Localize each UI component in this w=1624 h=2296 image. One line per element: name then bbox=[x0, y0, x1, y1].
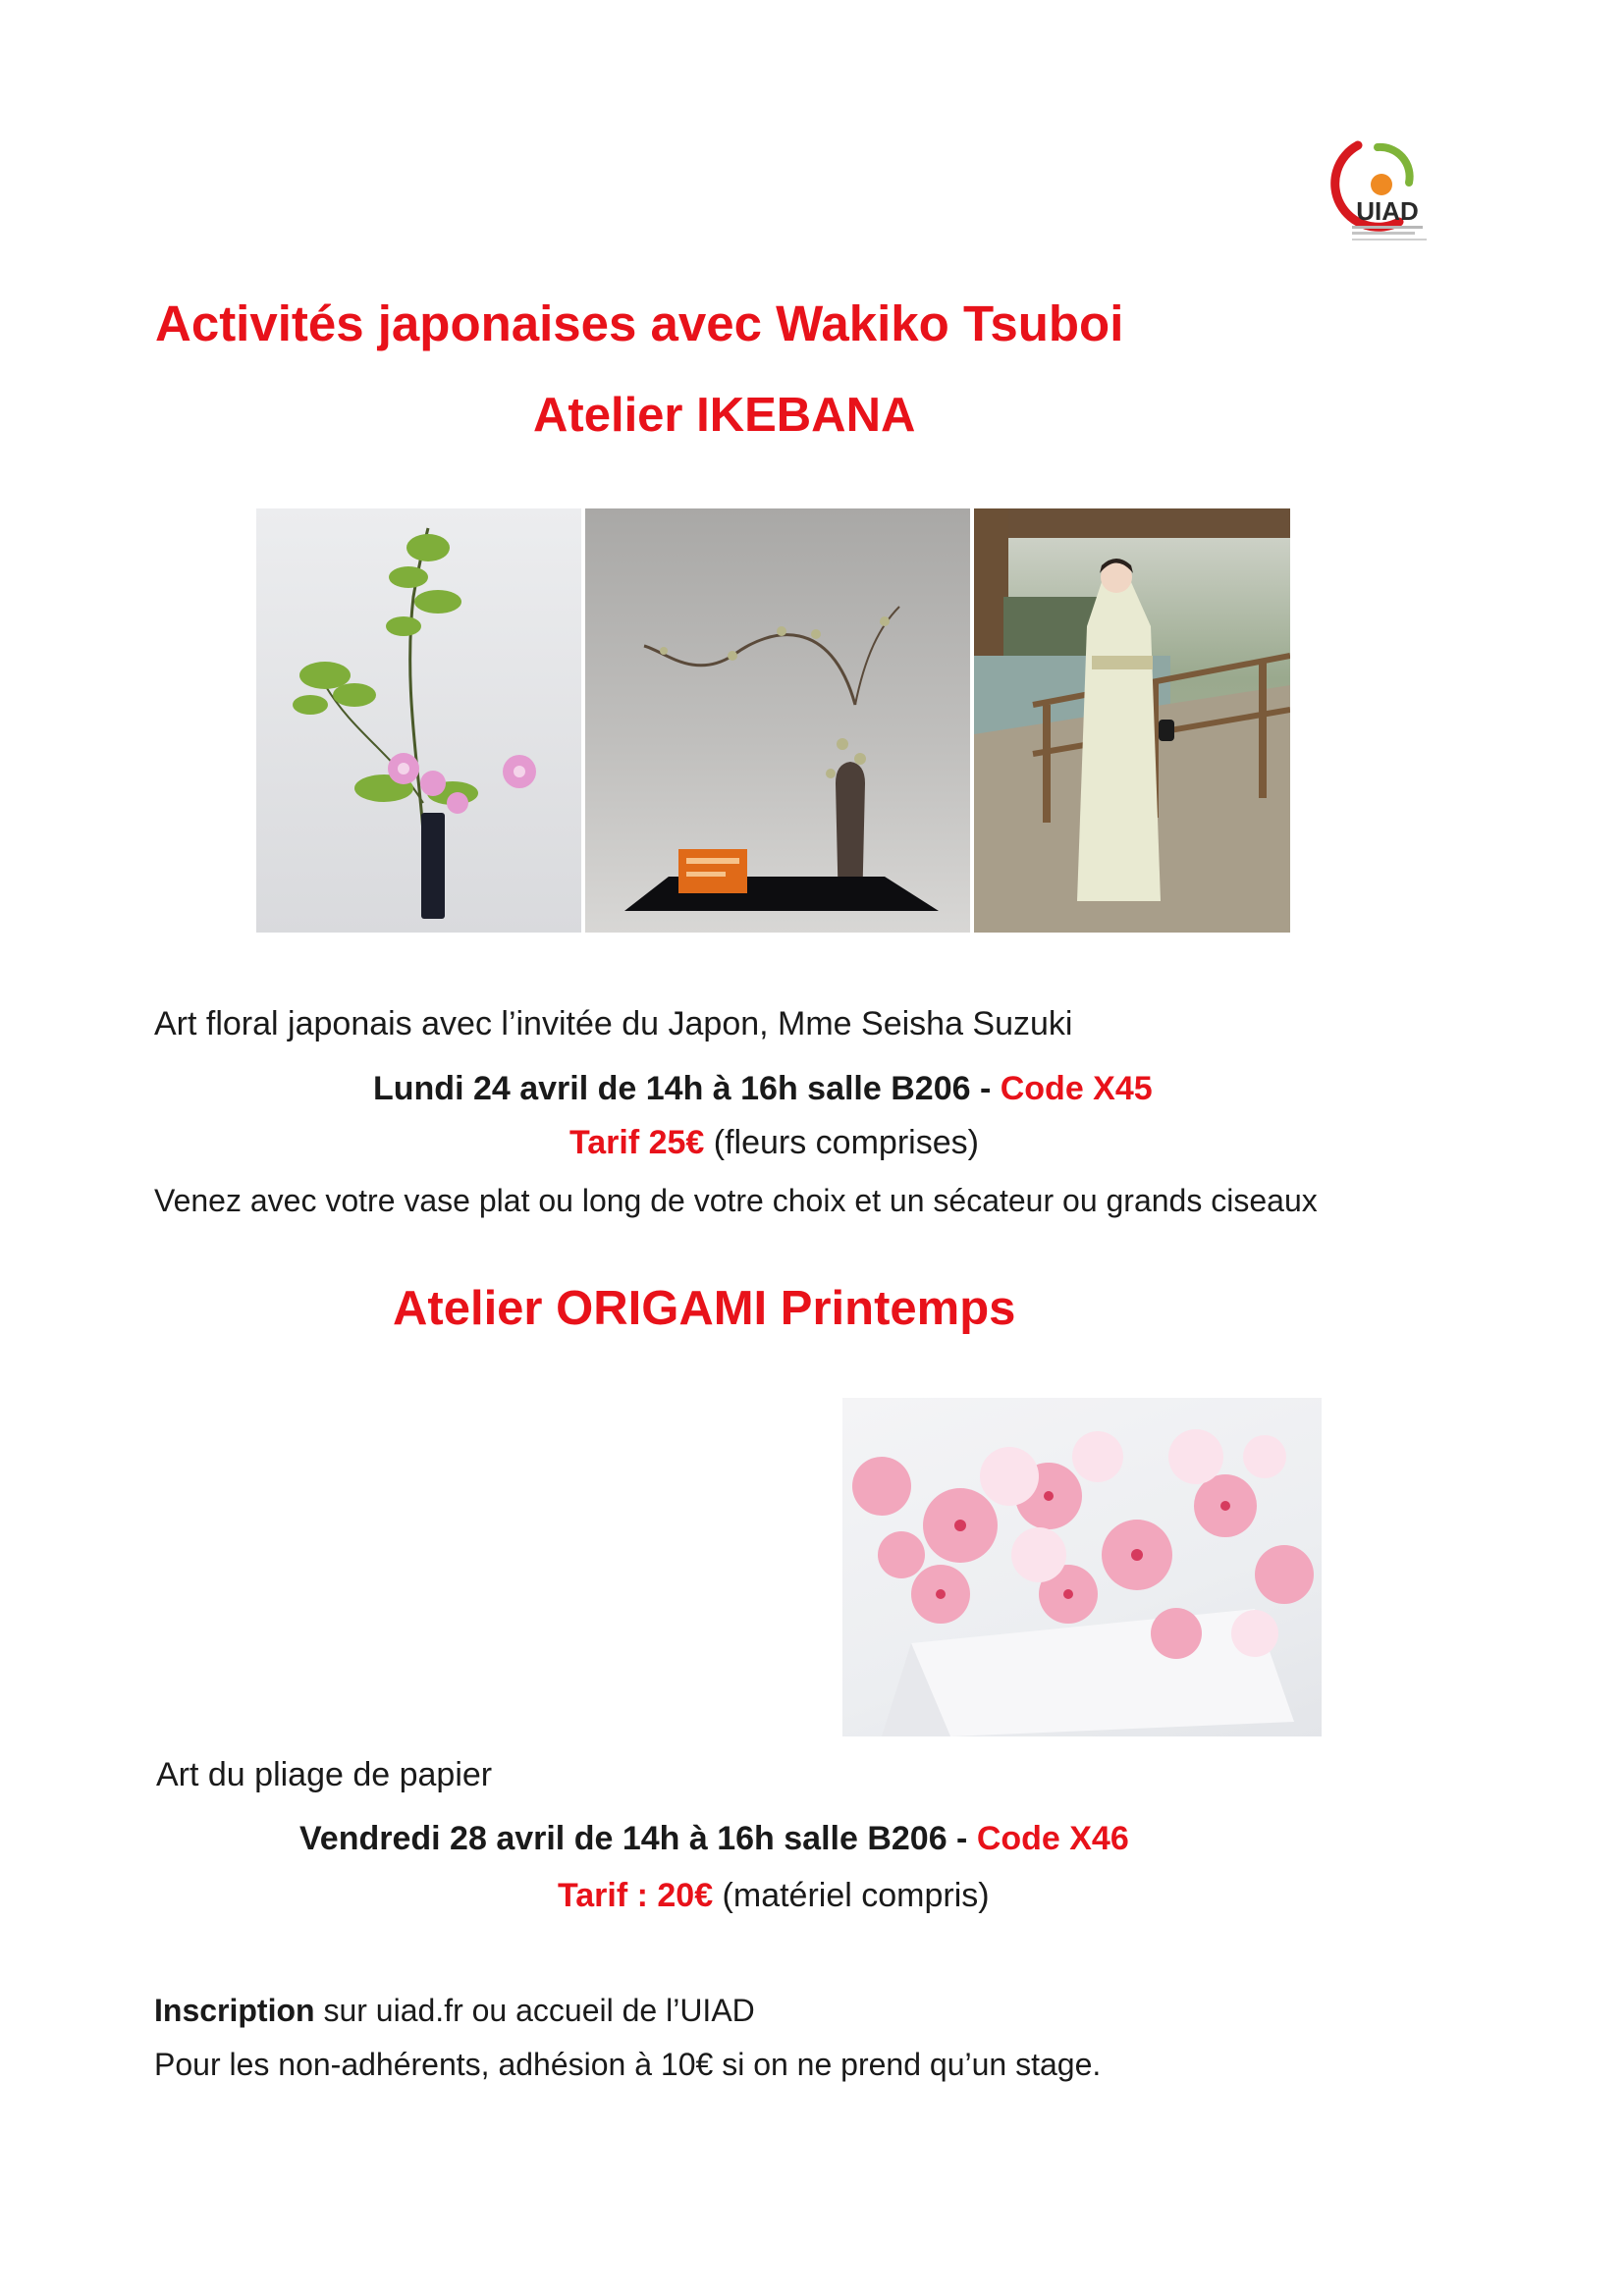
ikebana-photo-1 bbox=[256, 508, 581, 933]
origami-schedule bbox=[299, 1820, 1129, 1858]
kimono-portrait-photo bbox=[974, 508, 1290, 933]
origami-title: Atelier ORIGAMI Printemps bbox=[393, 1282, 1016, 1335]
inscription-text: sur uiad.fr ou accueil de l’UIAD bbox=[314, 1993, 755, 2028]
membership-note: Pour les non-adhérents, adhésion à 10€ si on ne prend qu’un stage. bbox=[154, 2047, 1102, 2082]
ikebana-price-label: Tarif 25€ bbox=[569, 1124, 705, 1161]
logo-wordmark: UIAD bbox=[1356, 196, 1419, 226]
ikebana-schedule bbox=[373, 1070, 1153, 1108]
uiad-logo bbox=[1330, 137, 1429, 250]
ikebana-photo-2 bbox=[585, 508, 970, 933]
ikebana-price-note: (fleurs comprises) bbox=[704, 1124, 979, 1161]
origami-price-note: (matériel compris) bbox=[713, 1877, 990, 1914]
origami-price-label: Tarif : 20€ bbox=[558, 1877, 714, 1914]
inscription-label: Inscription bbox=[154, 1993, 315, 2028]
origami-flowers-photo bbox=[842, 1398, 1322, 1736]
ikebana-code: Code X45 bbox=[1000, 1070, 1153, 1107]
origami-description: Art du pliage de papier bbox=[156, 1756, 493, 1793]
ikebana-description: Art floral japonais avec l’invitée du Japon, Mme Seisha Suzuki bbox=[154, 1005, 1073, 1042]
ikebana-date: Lundi 24 avril de 14h à 16h salle B206 - bbox=[373, 1070, 1001, 1107]
origami-date: Vendredi 28 avril de 14h à 16h salle B206 - bbox=[299, 1820, 977, 1857]
inscription-line bbox=[154, 1993, 755, 2029]
ikebana-price bbox=[569, 1124, 979, 1162]
ikebana-title: Atelier IKEBANA bbox=[533, 389, 916, 442]
origami-code: Code X46 bbox=[976, 1820, 1129, 1857]
origami-price bbox=[558, 1877, 990, 1915]
ikebana-bring-note: Venez avec votre vase plat ou long de votre choix et un sécateur ou grands ciseaux bbox=[154, 1183, 1318, 1218]
page-title: Activités japonaises avec Wakiko Tsuboi bbox=[155, 295, 1124, 351]
